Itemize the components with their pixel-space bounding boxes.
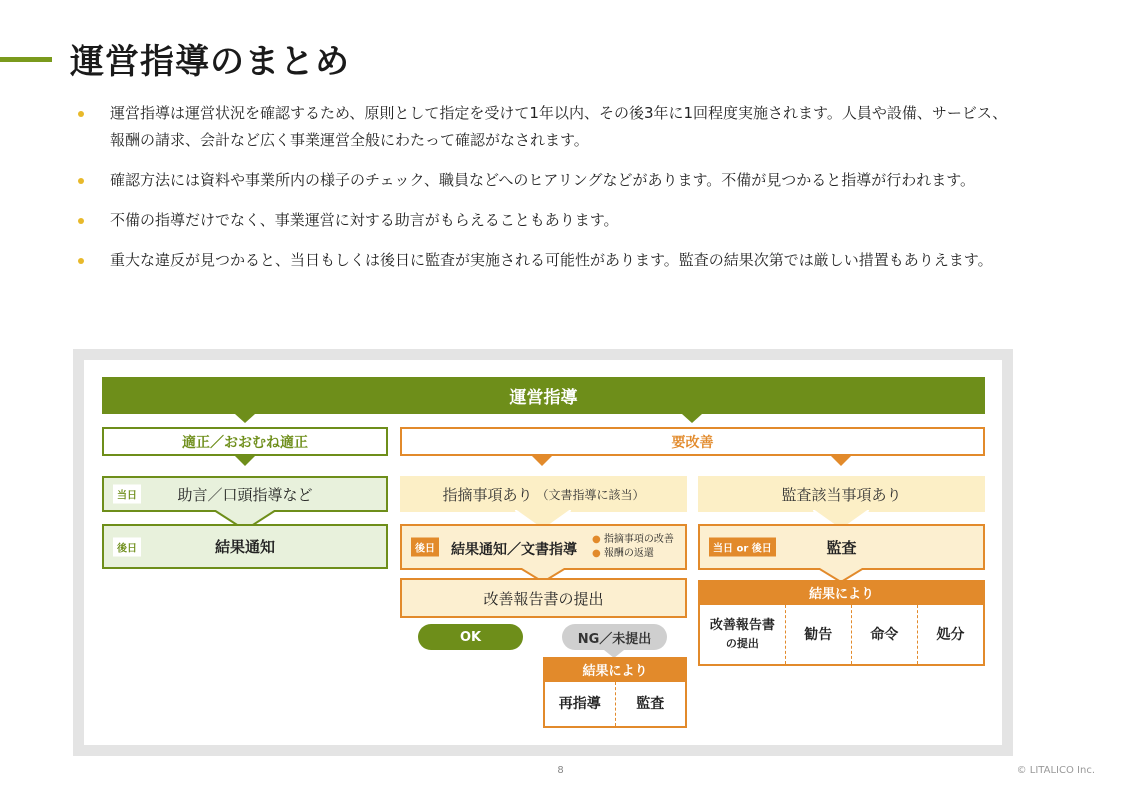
left-step-advice (102, 476, 388, 512)
timing-tag: 後日 (411, 538, 439, 557)
ng-pill: NG／未提出 (562, 624, 667, 650)
result-option-line: の提出 (725, 636, 759, 650)
copyright: © LITALICO Inc. (1016, 765, 1095, 776)
timing-tag: 当日 or 後日 (709, 538, 776, 557)
branch-header-appropriate: 適正／おおむね適正 (102, 427, 388, 456)
dot-icon: ● (592, 534, 601, 545)
audit-step (698, 524, 985, 570)
arrow-down-icon (831, 456, 851, 466)
arrow-down-icon (532, 456, 552, 466)
arrow-down-icon (682, 414, 702, 423)
left-step-notice (102, 524, 388, 569)
note-item (592, 547, 674, 561)
step-label: 監査 (826, 538, 857, 557)
audit-result-header: 結果により (698, 580, 985, 605)
arrow-down-icon (235, 456, 255, 466)
bullet-list (78, 100, 1013, 287)
step-notes (592, 533, 674, 561)
ok-pill: OK (418, 624, 523, 650)
result-option: 勧告 (785, 605, 851, 664)
finding-sublabel: （文書指導に該当） (536, 487, 645, 502)
step-label: 助言／口頭指導など (177, 485, 313, 504)
step-label: 結果通知／文書指導 (451, 542, 577, 558)
result-option: 命令 (851, 605, 917, 664)
page-title: 運営指導のまとめ (70, 42, 350, 82)
result-option: 処分 (917, 605, 983, 664)
diagram-top-banner: 運営指導 (102, 377, 985, 414)
result-option: 再指導 (558, 696, 601, 712)
note-text: 指摘事項の改善 (603, 534, 674, 545)
branch-header-needs-improvement: 要改善 (400, 427, 985, 456)
middle-finding (400, 476, 687, 512)
note-item (592, 533, 674, 547)
result-option-line: 改善報告書 (709, 617, 775, 633)
timing-tag: 後日 (113, 537, 141, 556)
title-accent-line (0, 57, 52, 62)
bullet-item: 運営指導は運営状況を確認するため、原則として指定を受けて1年以内、その後3年に1回程度実施されます。人員や設備、サービス、報酬の請求、会計など広く事業運営全般にわたって確認がなされます。 (78, 100, 1013, 154)
page-number: 8 (557, 765, 564, 776)
middle-result-options (543, 682, 687, 728)
note-text: 報酬の返還 (603, 548, 654, 559)
arrow-down-icon (235, 414, 255, 423)
middle-report-submission: 改善報告書の提出 (400, 578, 687, 618)
result-option: 監査 (615, 682, 686, 726)
step-label: 結果通知 (214, 538, 275, 556)
middle-result-header: 結果により (543, 657, 687, 682)
result-option (700, 605, 785, 664)
audit-finding: 監査該当事項あり (698, 476, 985, 512)
finding-label: 指摘事項あり (442, 485, 533, 504)
dot-icon: ● (592, 548, 601, 559)
bullet-item: 確認方法には資料や事業所内の様子のチェック、職員などへのヒアリングなどがあります。不備が見つかると指導が行われます。 (78, 167, 1013, 194)
bullet-item: 重大な違反が見つかると、当日もしくは後日に監査が実施される可能性があります。監査の結果次第では厳しい措置もありえます。 (78, 247, 1013, 274)
bullet-item: 不備の指導だけでなく、事業運営に対する助言がもらえることもあります。 (78, 207, 1013, 234)
timing-tag: 当日 (113, 485, 141, 504)
middle-step-document (400, 524, 687, 570)
audit-result-options (698, 605, 985, 666)
